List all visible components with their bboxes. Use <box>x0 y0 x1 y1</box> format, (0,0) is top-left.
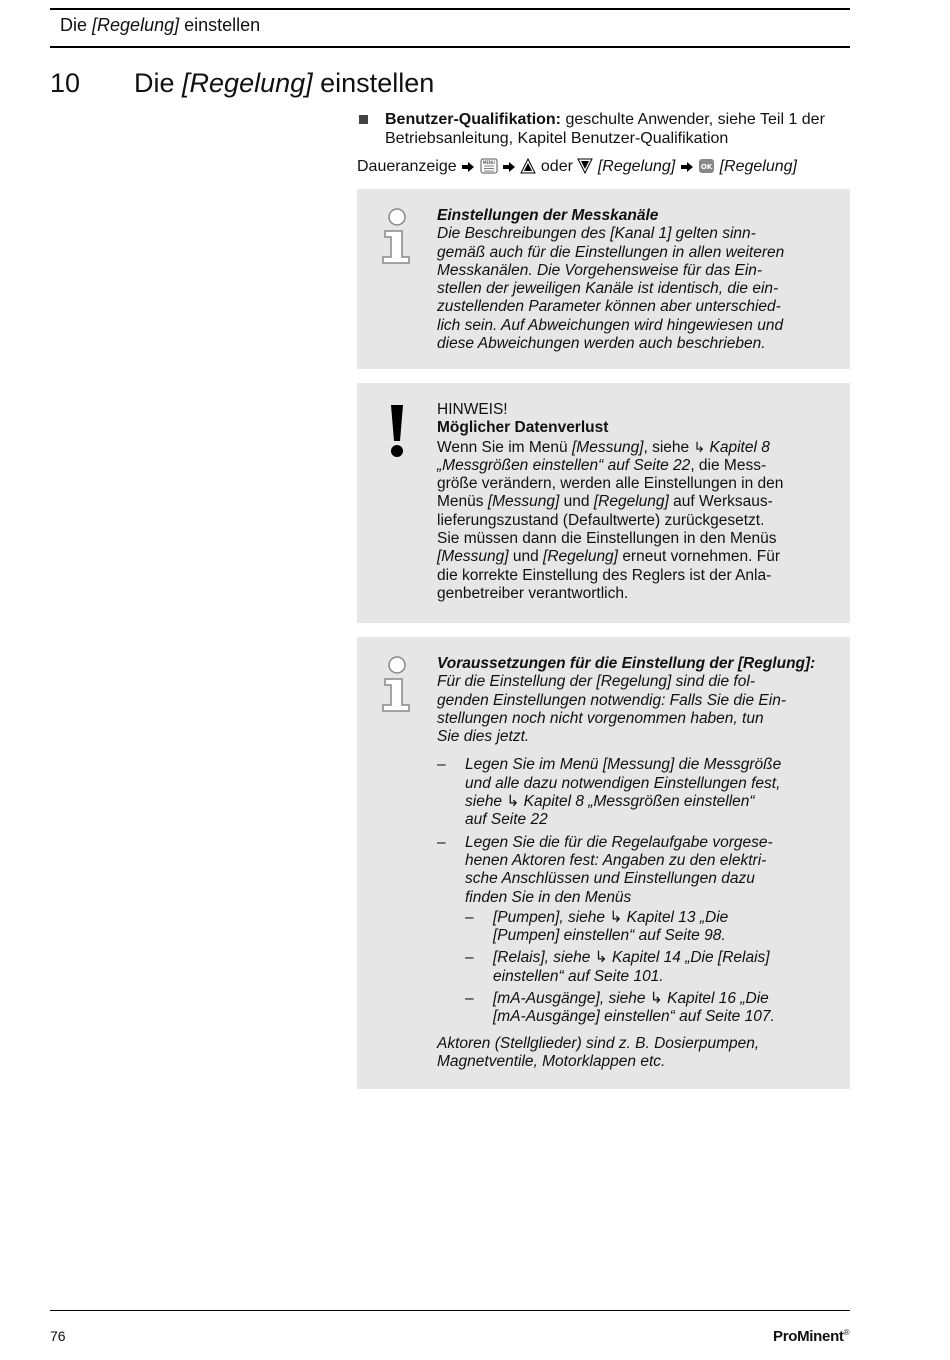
reference-arrow-icon: ↳ <box>693 438 706 455</box>
svg-text:OK: OK <box>700 163 713 171</box>
up-key-icon <box>520 158 536 174</box>
info-box-prerequisites-text: Voraussetzungen für die Einstellung der [Reglung]: Für die Einstellung der [Regelung] sind die fol- genden Einstellungen notwendig: Falls Sie die Ein- stellungen noch nicht vorgenommen haben, tun Sie dies jetzt. – Legen Sie im Menü [Messung] die Messgröße und alle dazu notwendigen Einstellungen fest, siehe ↳ Kapitel 8 „Messgrößen einstellen“ auf Seite 22 – Legen Sie die für die Regelaufgabe vorgese- henen Aktoren fest: Angaben zu den elektri- sche Anschlüssen und Einstellungen dazu finden Sie in den Menüs – [Pumpen], siehe ↳ Kapitel 13 „Die [Pumpen] einstellen“ auf Seite 98. – [Relais], siehe ↳ Kapitel 14 „Die [Relais] einstellen“ auf Seite 101. – [mA-Ausgänge], siehe ↳ Kapitel 16 „Die [mA-Ausgänge] einstellen“ auf Seite 107. Aktoren (Stellglieder) sind z. B. Dosierpumpen, Magnetventile, Motorklappen etc. <box>437 655 822 1071</box>
list-item: – [Relais], siehe ↳ Kapitel 14 „Die [Relais] einstellen“ auf Seite 101. <box>465 949 770 985</box>
header-rule-bottom <box>50 46 850 48</box>
warning-box-data-loss <box>357 383 850 623</box>
prominent-logo: ProMinent® <box>773 1328 850 1345</box>
arrow-right-icon <box>680 160 694 174</box>
navigation-path: Daueranzeige MENU oder [Regelung] OK [Regelung] <box>357 158 797 175</box>
menu-key-icon <box>480 158 498 174</box>
info-icon <box>377 207 417 265</box>
list-item: – [Pumpen], siehe ↳ Kapitel 13 „Die [Pumpen] einstellen“ auf Seite 98. <box>465 908 729 945</box>
header-rule-top <box>50 8 850 10</box>
running-header: Die [Regelung] einstellen <box>60 15 261 35</box>
arrow-right-icon <box>461 160 475 174</box>
svg-text:MENU: MENU <box>482 160 495 165</box>
down-key-icon <box>577 158 593 174</box>
list-item: – Legen Sie die für die Regelaufgabe vorgese- henen Aktoren fest: Angaben zu den elektri- sche Anschlüssen und Einstellungen dazu finden Sie in den Menüs – [Pumpen], siehe ↳ Kapitel 13 „Die [Pumpen] einstellen“ auf Seite 98. – [Relais], siehe ↳ Kapitel 14 „Die [Relais] einstellen“ auf Seite 101. – [mA-Ausgänge], siehe ↳ Kapitel 16 „Die [mA-Ausgänge] einstellen“ auf Seite 107. <box>437 834 822 1027</box>
user-qualification: Benutzer-Qualifikation: geschulte Anwender, siehe Teil 1 der Betriebsanleitung, Kapitel Benutzer-Qualifikation <box>357 110 847 148</box>
exclamation-icon <box>387 403 407 459</box>
menu-sub-list <box>465 909 822 1027</box>
list-item: – Legen Sie im Menü [Messung] die Messgröße und alle dazu notwendigen Einstellungen fest, siehe ↳ Kapitel 8 „Messgrößen einstellen“ auf Seite 22 <box>437 756 782 829</box>
footer-rule <box>50 1310 850 1311</box>
ok-key-icon <box>698 158 715 174</box>
prerequisites-list <box>437 756 822 1026</box>
page-number: 76 <box>50 1328 66 1344</box>
info-icon <box>377 655 417 713</box>
chapter-number: 10 <box>50 68 81 98</box>
info-box-channels-text: Einstellungen der Messkanäle Die Beschreibungen des [Kanal 1] gelten sinn- gemäß auch für die Einstellungen in allen weiteren Messkanälen. Die Vorgehensweise für das Ein- stellen der jeweiligen Kanäle ist identisch, die ein- zustellenden Parameter können aber unterschied- lich sein. Auf Abweichungen wird hingewiesen und diese Abweichungen werden auch beschrieben. <box>437 207 785 353</box>
info-box-channels <box>357 189 850 369</box>
chapter-title: Die [Regelung] einstellen <box>134 68 435 98</box>
list-item: – [mA-Ausgänge], siehe ↳ Kapitel 16 „Die [mA-Ausgänge] einstellen“ auf Seite 107. <box>465 990 775 1026</box>
arrow-right-icon <box>502 160 516 174</box>
info-box-prerequisites <box>357 637 850 1089</box>
warning-box-text: HINWEIS! Möglicher Datenverlust Wenn Sie im Menü [Messung], siehe ↳ Kapitel 8 „Messgrößen einstellen“ auf Seite 22, die Mess- größe verändern, werden alle Einstellungen in den Menüs [Messung] und [Regelung] auf Werksaus- lieferungszustand (Defaultwerte) zurückgesetzt. Sie müssen dann die Einstellungen in den Menüs [Messung] und [Regelung] erneut vornehmen. Für die korrekte Einstellung des Reglers ist der Anla- genbetreiber verantwortlich. <box>437 401 784 602</box>
bullet-square-icon <box>359 115 368 124</box>
